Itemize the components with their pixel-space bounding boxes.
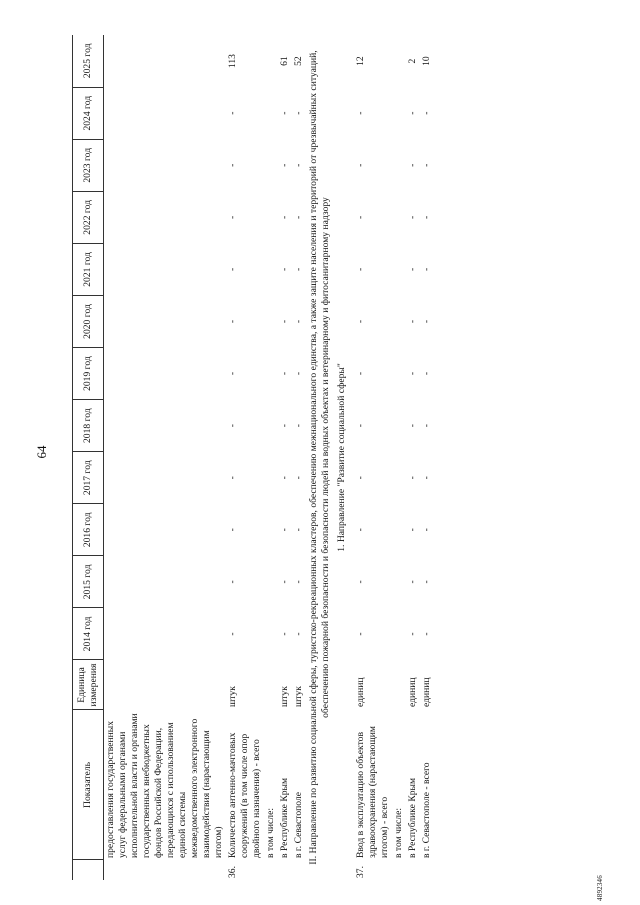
header-year: 2024 год <box>73 87 104 139</box>
row-unit: единиц <box>420 677 432 707</box>
section-title-row <box>306 35 334 880</box>
row-value <box>392 608 406 660</box>
row-value: - <box>226 163 238 167</box>
row-value: - <box>354 163 366 167</box>
row-value: 12 <box>354 56 366 66</box>
table-row <box>354 35 392 880</box>
row-unit <box>264 660 278 710</box>
row-value: - <box>278 163 290 167</box>
row-value: - <box>278 476 290 480</box>
row-value: - <box>406 215 418 219</box>
row-value <box>392 504 406 556</box>
header-unit: Единица измерения <box>73 660 104 710</box>
row-value: - <box>292 632 304 636</box>
row-number <box>392 860 406 880</box>
row-number <box>406 860 420 880</box>
table-row <box>420 35 434 880</box>
header-year: 2023 год <box>73 139 104 191</box>
row-value: - <box>354 111 366 115</box>
row-number: 37. <box>354 866 366 878</box>
table-row <box>292 35 306 880</box>
row-value: - <box>406 111 418 115</box>
row-value: - <box>226 424 238 428</box>
row-value <box>264 295 278 347</box>
row-value: - <box>292 528 304 532</box>
row-value <box>264 191 278 243</box>
row-value <box>392 35 406 87</box>
row-value: 113 <box>226 54 238 69</box>
row-value: - <box>420 371 432 376</box>
row-number: 36. <box>226 866 238 878</box>
indicators-table <box>72 35 434 880</box>
row-value <box>392 139 406 191</box>
row-value <box>392 243 406 295</box>
row-value: - <box>226 632 238 636</box>
row-value: - <box>420 215 432 219</box>
row-value <box>264 556 278 608</box>
row-value: - <box>226 476 238 480</box>
row-value: 10 <box>420 56 432 66</box>
row-value: - <box>278 528 290 532</box>
header-year: 2019 год <box>73 348 104 400</box>
row-value: - <box>354 215 366 219</box>
row-unit: единиц <box>354 677 366 707</box>
row-value <box>392 400 406 452</box>
row-unit <box>392 660 406 710</box>
row-unit: единиц <box>406 677 418 707</box>
row-value: - <box>226 319 238 324</box>
row-indicator: Количество антенно-мачтовых сооружений (в том числе опор двойного назначения) - всего <box>226 732 262 858</box>
row-value: - <box>278 371 290 376</box>
row-value <box>392 87 406 139</box>
row-value: - <box>292 111 304 115</box>
row-number <box>264 860 278 880</box>
row-indicator: в том числе: <box>264 807 276 858</box>
header-year: 2021 год <box>73 243 104 295</box>
row-value <box>392 348 406 400</box>
row-value: - <box>420 111 432 115</box>
header-number <box>73 860 104 880</box>
row-value: - <box>420 267 432 272</box>
row-value <box>392 556 406 608</box>
row-value: - <box>354 632 366 636</box>
row-value: - <box>292 163 304 167</box>
row-value: - <box>406 319 418 324</box>
row-indicator: Ввод в эксплуатацию объектов здравоохранения (нарастающим итогом) - всего <box>354 726 390 858</box>
subsection-title-row <box>334 35 354 880</box>
header-year: 2025 год <box>73 35 104 87</box>
continuation-text: предоставления государственных услуг федеральными органами исполнительной власти и органами государственных внебюджетных фондов Российской Федерации, передающихся с использованием единой системы межведомственного электронного взаимодействия (нарастающим итогом) <box>104 713 224 858</box>
row-value: - <box>354 424 366 428</box>
row-value: - <box>406 267 418 272</box>
table-row <box>278 35 292 880</box>
row-value: - <box>292 424 304 428</box>
table-row <box>392 35 406 880</box>
row-value: - <box>292 476 304 480</box>
header-year: 2018 год <box>73 400 104 452</box>
header-year: 2020 год <box>73 295 104 347</box>
row-value <box>264 243 278 295</box>
row-value: - <box>226 111 238 115</box>
row-value: - <box>292 215 304 219</box>
row-value: - <box>406 528 418 532</box>
row-value <box>264 400 278 452</box>
row-number <box>278 860 292 880</box>
row-value <box>264 504 278 556</box>
row-value: - <box>278 632 290 636</box>
row-indicator: в г. Севастополе - всего <box>420 762 432 858</box>
table-row <box>406 35 420 880</box>
header-year: 2016 год <box>73 504 104 556</box>
row-value: - <box>292 319 304 324</box>
row-value <box>264 452 278 504</box>
row-value: - <box>226 528 238 532</box>
rotated-table-canvas <box>72 35 600 880</box>
section-title: II. Направление по развитию социальной сферы, туристско-рекреационных кластеров, обеспечению межнационального единства, а также защите населения и территорий от чрезвычайных ситуаций, обеспечению пожарной безопасности и безопасности людей на водных объектах и ветеринарному и фитосанитарному надзору <box>307 50 331 865</box>
row-value: - <box>420 319 432 324</box>
row-value <box>392 295 406 347</box>
row-value: - <box>420 163 432 167</box>
header-year: 2017 год <box>73 452 104 504</box>
table-row <box>226 35 264 880</box>
row-value: - <box>406 476 418 480</box>
row-value: - <box>292 267 304 272</box>
row-indicator: в Республике Крым <box>278 777 290 858</box>
row-value <box>392 452 406 504</box>
row-value: - <box>226 215 238 219</box>
row-value: - <box>278 580 290 584</box>
row-indicator: в том числе: <box>392 807 404 858</box>
row-value: - <box>354 371 366 376</box>
row-number <box>292 860 306 880</box>
row-value <box>264 139 278 191</box>
row-value: - <box>226 580 238 584</box>
row-unit: штук <box>278 686 290 707</box>
row-value: - <box>278 267 290 272</box>
row-value: - <box>226 267 238 272</box>
row-value <box>264 87 278 139</box>
row-value: - <box>354 319 366 324</box>
header-year: 2014 год <box>73 608 104 660</box>
row-value: - <box>278 111 290 115</box>
row-value <box>264 348 278 400</box>
table-header-row <box>73 35 104 880</box>
row-value: 52 <box>292 56 304 66</box>
row-value: - <box>226 371 238 376</box>
row-value: - <box>292 371 304 376</box>
row-value: - <box>354 476 366 480</box>
row-value <box>392 191 406 243</box>
document-id: 4892346 <box>596 875 604 901</box>
row-value <box>264 35 278 87</box>
row-value: - <box>406 424 418 428</box>
page-number: 64 <box>34 445 49 459</box>
row-value: - <box>406 371 418 376</box>
row-value: - <box>354 267 366 272</box>
row-value: 61 <box>278 56 290 66</box>
row-value: - <box>406 632 418 636</box>
row-value: - <box>278 215 290 219</box>
row-value: - <box>420 424 432 428</box>
continuation-row <box>103 35 225 880</box>
row-value: - <box>278 319 290 324</box>
row-value: - <box>420 476 432 480</box>
row-value: - <box>406 580 418 584</box>
row-indicator: в г. Севастополе <box>292 792 304 858</box>
row-number <box>420 860 434 880</box>
row-unit: штук <box>292 686 304 707</box>
row-value: - <box>406 163 418 167</box>
row-indicator: в Республике Крым <box>406 777 418 858</box>
row-value: - <box>420 580 432 584</box>
row-value: - <box>354 580 366 584</box>
row-value: 2 <box>406 58 418 64</box>
row-value <box>264 608 278 660</box>
header-indicator: Показатель <box>73 710 104 860</box>
header-year: 2015 год <box>73 556 104 608</box>
row-value: - <box>278 424 290 428</box>
table-row <box>264 35 278 880</box>
header-year: 2022 год <box>73 191 104 243</box>
subsection-title: 1. Направление "Развитие социальной сферы" <box>335 363 347 552</box>
row-value: - <box>420 528 432 532</box>
row-value: - <box>354 528 366 532</box>
row-value: - <box>420 632 432 636</box>
row-value: - <box>292 580 304 584</box>
row-unit: штук <box>226 686 238 707</box>
